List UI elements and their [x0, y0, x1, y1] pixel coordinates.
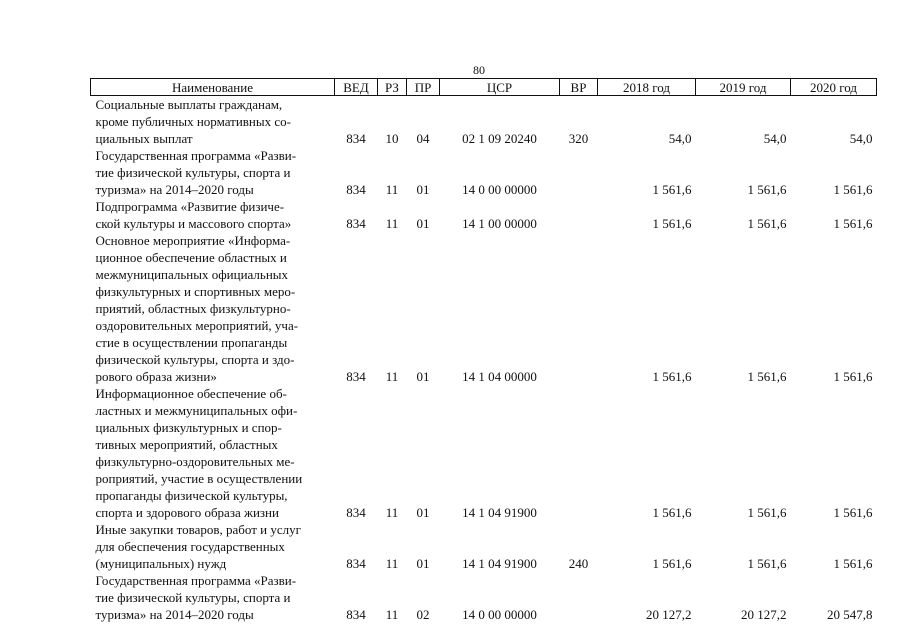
cell-rz: 11 — [385, 216, 399, 231]
name-line: приятий, областных физкультурно- — [95, 301, 291, 316]
name-line: стие в осуществлении пропаганды — [95, 335, 288, 350]
cell-csr: 14 0 00 00000 — [462, 607, 537, 622]
table-row — [91, 385, 877, 521]
cell-ved: 834 — [346, 216, 366, 231]
name-line: для обеспечения государственных — [95, 539, 285, 554]
cell-vr: 320 — [568, 131, 589, 146]
table-row — [91, 232, 877, 385]
header-pr: ПР — [407, 79, 440, 96]
cell-pr: 01 — [416, 556, 430, 571]
header-2020: 2020 год — [791, 79, 877, 96]
cell-pr: 01 — [416, 182, 430, 197]
cell-2020: 1 561,6 — [833, 182, 873, 197]
name-line: оздоровительных мероприятий, уча- — [95, 318, 299, 333]
cell-vr — [560, 198, 598, 232]
cell-2018: 1 561,6 — [652, 556, 692, 571]
cell-2019: 1 561,6 — [747, 216, 787, 231]
cell-2018: 1 561,6 — [652, 216, 692, 231]
cell-csr: 14 1 04 91900 — [462, 505, 537, 520]
cell-pr: 01 — [416, 216, 430, 231]
header-2018: 2018 год — [598, 79, 696, 96]
cell-ved: 834 — [346, 607, 366, 622]
name-line: роприятий, участие в осуществлении — [95, 471, 303, 486]
page-number: 80 — [473, 63, 485, 77]
cell-2018: 1 561,6 — [652, 182, 692, 197]
name-line: туризма» на 2014–2020 годы — [95, 607, 254, 622]
header-2019: 2019 год — [696, 79, 791, 96]
name-line: физической культуры, спорта и здо- — [95, 352, 295, 367]
cell-rz: 11 — [385, 369, 399, 384]
table-body — [91, 96, 877, 624]
table-row — [91, 147, 877, 198]
cell-rz: 10 — [385, 131, 399, 146]
table-header — [91, 79, 877, 96]
cell-pr: 04 — [416, 131, 430, 146]
cell-2019: 1 561,6 — [747, 182, 787, 197]
name-line: Информационное обеспечение об- — [95, 386, 287, 401]
name-line: Подпрограмма «Развитие физиче- — [95, 199, 285, 214]
cell-2019: 54,0 — [763, 131, 787, 146]
cell-pr: 01 — [416, 505, 430, 520]
budget-table — [90, 78, 877, 623]
cell-csr: 14 1 00 00000 — [462, 216, 537, 231]
cell-name — [91, 521, 335, 572]
header-name: Наименование — [91, 79, 335, 96]
cell-name — [91, 198, 335, 232]
name-line: циальных выплат — [95, 131, 193, 146]
name-line: физкультурных и спортивных меро- — [95, 284, 296, 299]
cell-2019: 1 561,6 — [747, 505, 787, 520]
cell-csr: 14 1 04 91900 — [462, 556, 537, 571]
cell-csr: 14 0 00 00000 — [462, 182, 537, 197]
cell-rz: 11 — [385, 182, 399, 197]
cell-2018: 54,0 — [668, 131, 692, 146]
cell-vr — [560, 385, 598, 521]
cell-rz: 11 — [385, 505, 399, 520]
cell-vr: 240 — [568, 556, 589, 571]
name-line: спорта и здорового образа жизни — [95, 505, 279, 520]
name-line: ластных и межмуниципальных офи- — [95, 403, 298, 418]
name-line: межмуниципальных официальных — [95, 267, 289, 282]
name-line: (муниципальных) нужд — [95, 556, 227, 571]
cell-2020: 1 561,6 — [833, 505, 873, 520]
name-line: тие физической культуры, спорта и — [95, 590, 291, 605]
cell-2020: 1 561,6 — [833, 556, 873, 571]
cell-rz: 11 — [385, 607, 399, 622]
name-line: Иные закупки товаров, работ и услуг — [95, 522, 301, 537]
name-line: физкультурно-оздоровительных ме- — [95, 454, 295, 469]
cell-pr: 02 — [416, 607, 430, 622]
name-line: Государственная программа «Разви- — [95, 148, 297, 163]
name-line: циальных физкультурных и спор- — [95, 420, 282, 435]
cell-2020: 54,0 — [849, 131, 873, 146]
table-row — [91, 198, 877, 232]
cell-ved: 834 — [346, 556, 366, 571]
cell-2018: 1 561,6 — [652, 505, 692, 520]
header-rz: РЗ — [378, 79, 407, 96]
cell-2018: 20 127,2 — [646, 607, 692, 622]
name-line: ской культуры и массового спорта» — [95, 216, 292, 231]
cell-ved: 834 — [346, 131, 366, 146]
header-ved: ВЕД — [335, 79, 378, 96]
cell-2020: 1 561,6 — [833, 369, 873, 384]
cell-vr — [560, 572, 598, 623]
cell-2020: 20 547,8 — [827, 607, 873, 622]
cell-name — [91, 232, 335, 385]
name-line: ционное обеспечение областных и — [95, 250, 287, 265]
name-line: Основное мероприятие «Информа- — [95, 233, 291, 248]
cell-pr: 01 — [416, 369, 430, 384]
name-line: рового образа жизни» — [95, 369, 217, 384]
cell-2020: 1 561,6 — [833, 216, 873, 231]
cell-2018: 1 561,6 — [652, 369, 692, 384]
name-line: кроме публичных нормативных со- — [95, 114, 291, 129]
cell-2019: 1 561,6 — [747, 556, 787, 571]
cell-2019: 1 561,6 — [747, 369, 787, 384]
cell-rz: 11 — [385, 556, 399, 571]
header-csr: ЦСР — [440, 79, 560, 96]
table-row — [91, 572, 877, 623]
name-line: тие физической культуры, спорта и — [95, 165, 291, 180]
cell-csr: 14 1 04 00000 — [462, 369, 537, 384]
cell-ved: 834 — [346, 182, 366, 197]
cell-vr — [560, 232, 598, 385]
name-line: Социальные выплаты гражданам, — [95, 97, 283, 112]
cell-name — [91, 96, 335, 148]
cell-ved: 834 — [346, 505, 366, 520]
cell-csr: 02 1 09 20240 — [462, 131, 537, 146]
table-row — [91, 96, 877, 148]
name-line: Государственная программа «Разви- — [95, 573, 297, 588]
header-vr: ВР — [560, 79, 598, 96]
cell-vr — [560, 147, 598, 198]
name-line: пропаганды физической культуры, — [95, 488, 288, 503]
name-line: тивных мероприятий, областных — [95, 437, 278, 452]
name-line: туризма» на 2014–2020 годы — [95, 182, 254, 197]
cell-name — [91, 385, 335, 521]
cell-2019: 20 127,2 — [741, 607, 787, 622]
table-row — [91, 521, 877, 572]
cell-name — [91, 572, 335, 623]
cell-ved: 834 — [346, 369, 366, 384]
cell-name — [91, 147, 335, 198]
